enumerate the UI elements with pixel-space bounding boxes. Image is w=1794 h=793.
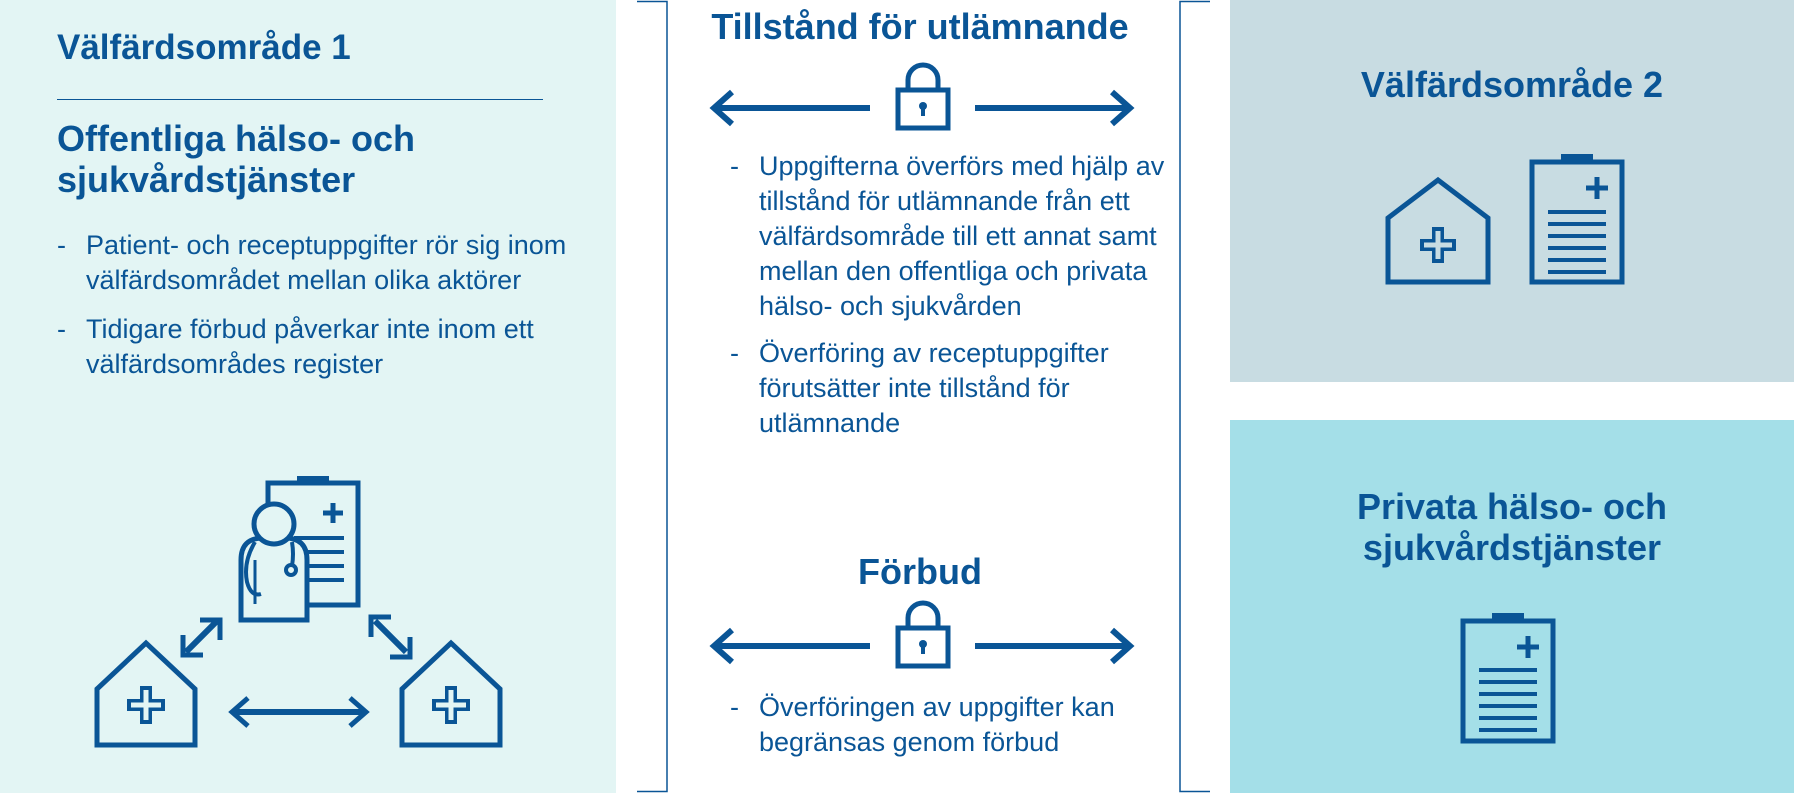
padlock-icon <box>898 603 948 666</box>
padlock-icon <box>898 65 948 128</box>
hospital-icon <box>97 643 195 745</box>
left-illustration <box>0 0 616 793</box>
bullet-dash: - <box>730 692 739 722</box>
bullet-text: Tidigare förbud påverkar inte inom ett välfärdsområdes register <box>86 314 534 379</box>
right-bracket <box>1180 0 1210 793</box>
left-region-title: Välfärdsområde 1 <box>57 28 351 67</box>
list-item <box>730 336 1170 441</box>
hospital-icon <box>402 643 500 745</box>
bullet-text: Patient- och receptuppgifter rör sig inom välfärdsområdet mellan olika aktörer <box>86 230 567 295</box>
permit-bullet-list <box>730 149 1170 455</box>
right-region-title: Välfärdsområde 2 <box>1360 64 1664 105</box>
bullet-dash: - <box>57 230 66 260</box>
ban-bullet-list <box>730 690 1170 774</box>
list-item <box>730 149 1170 324</box>
double-arrow-icon <box>371 617 410 657</box>
double-arrow-icon <box>183 620 220 655</box>
bullet-text: Uppgifterna överförs med hjälp av tillstånd för utlämnande från ett välfärdsområde till ett annat samt mellan den offentliga och privata hälso- och sjukvården <box>759 151 1165 321</box>
left-section-title: Offentliga hälso- och sjukvårdstjänster <box>57 118 416 200</box>
bullet-dash: - <box>730 338 739 368</box>
permit-arrow-row <box>710 62 1150 142</box>
right-bottom-illustration <box>1230 600 1794 750</box>
right-top-illustration <box>1230 140 1794 340</box>
permit-title: Tillstånd för utlämnande <box>711 6 1129 47</box>
bullet-text: Överföringen av uppgifter kan begränsas genom förbud <box>759 692 1115 757</box>
bullet-dash: - <box>730 151 739 181</box>
left-bracket <box>637 0 667 793</box>
clipboard-icon <box>1463 613 1553 741</box>
list-item <box>730 690 1170 760</box>
hospital-icon <box>1388 180 1488 282</box>
double-arrow-icon <box>232 698 366 726</box>
ban-title: Förbud <box>858 551 982 592</box>
clipboard-icon <box>1532 154 1622 282</box>
ban-arrow-row <box>710 600 1150 680</box>
bullet-text: Överföring av receptuppgifter förutsätter inte tillstånd för utlämnande <box>759 338 1109 438</box>
bullet-dash: - <box>57 314 66 344</box>
private-title: Privata hälso- och sjukvårdstjänster <box>1356 486 1668 568</box>
